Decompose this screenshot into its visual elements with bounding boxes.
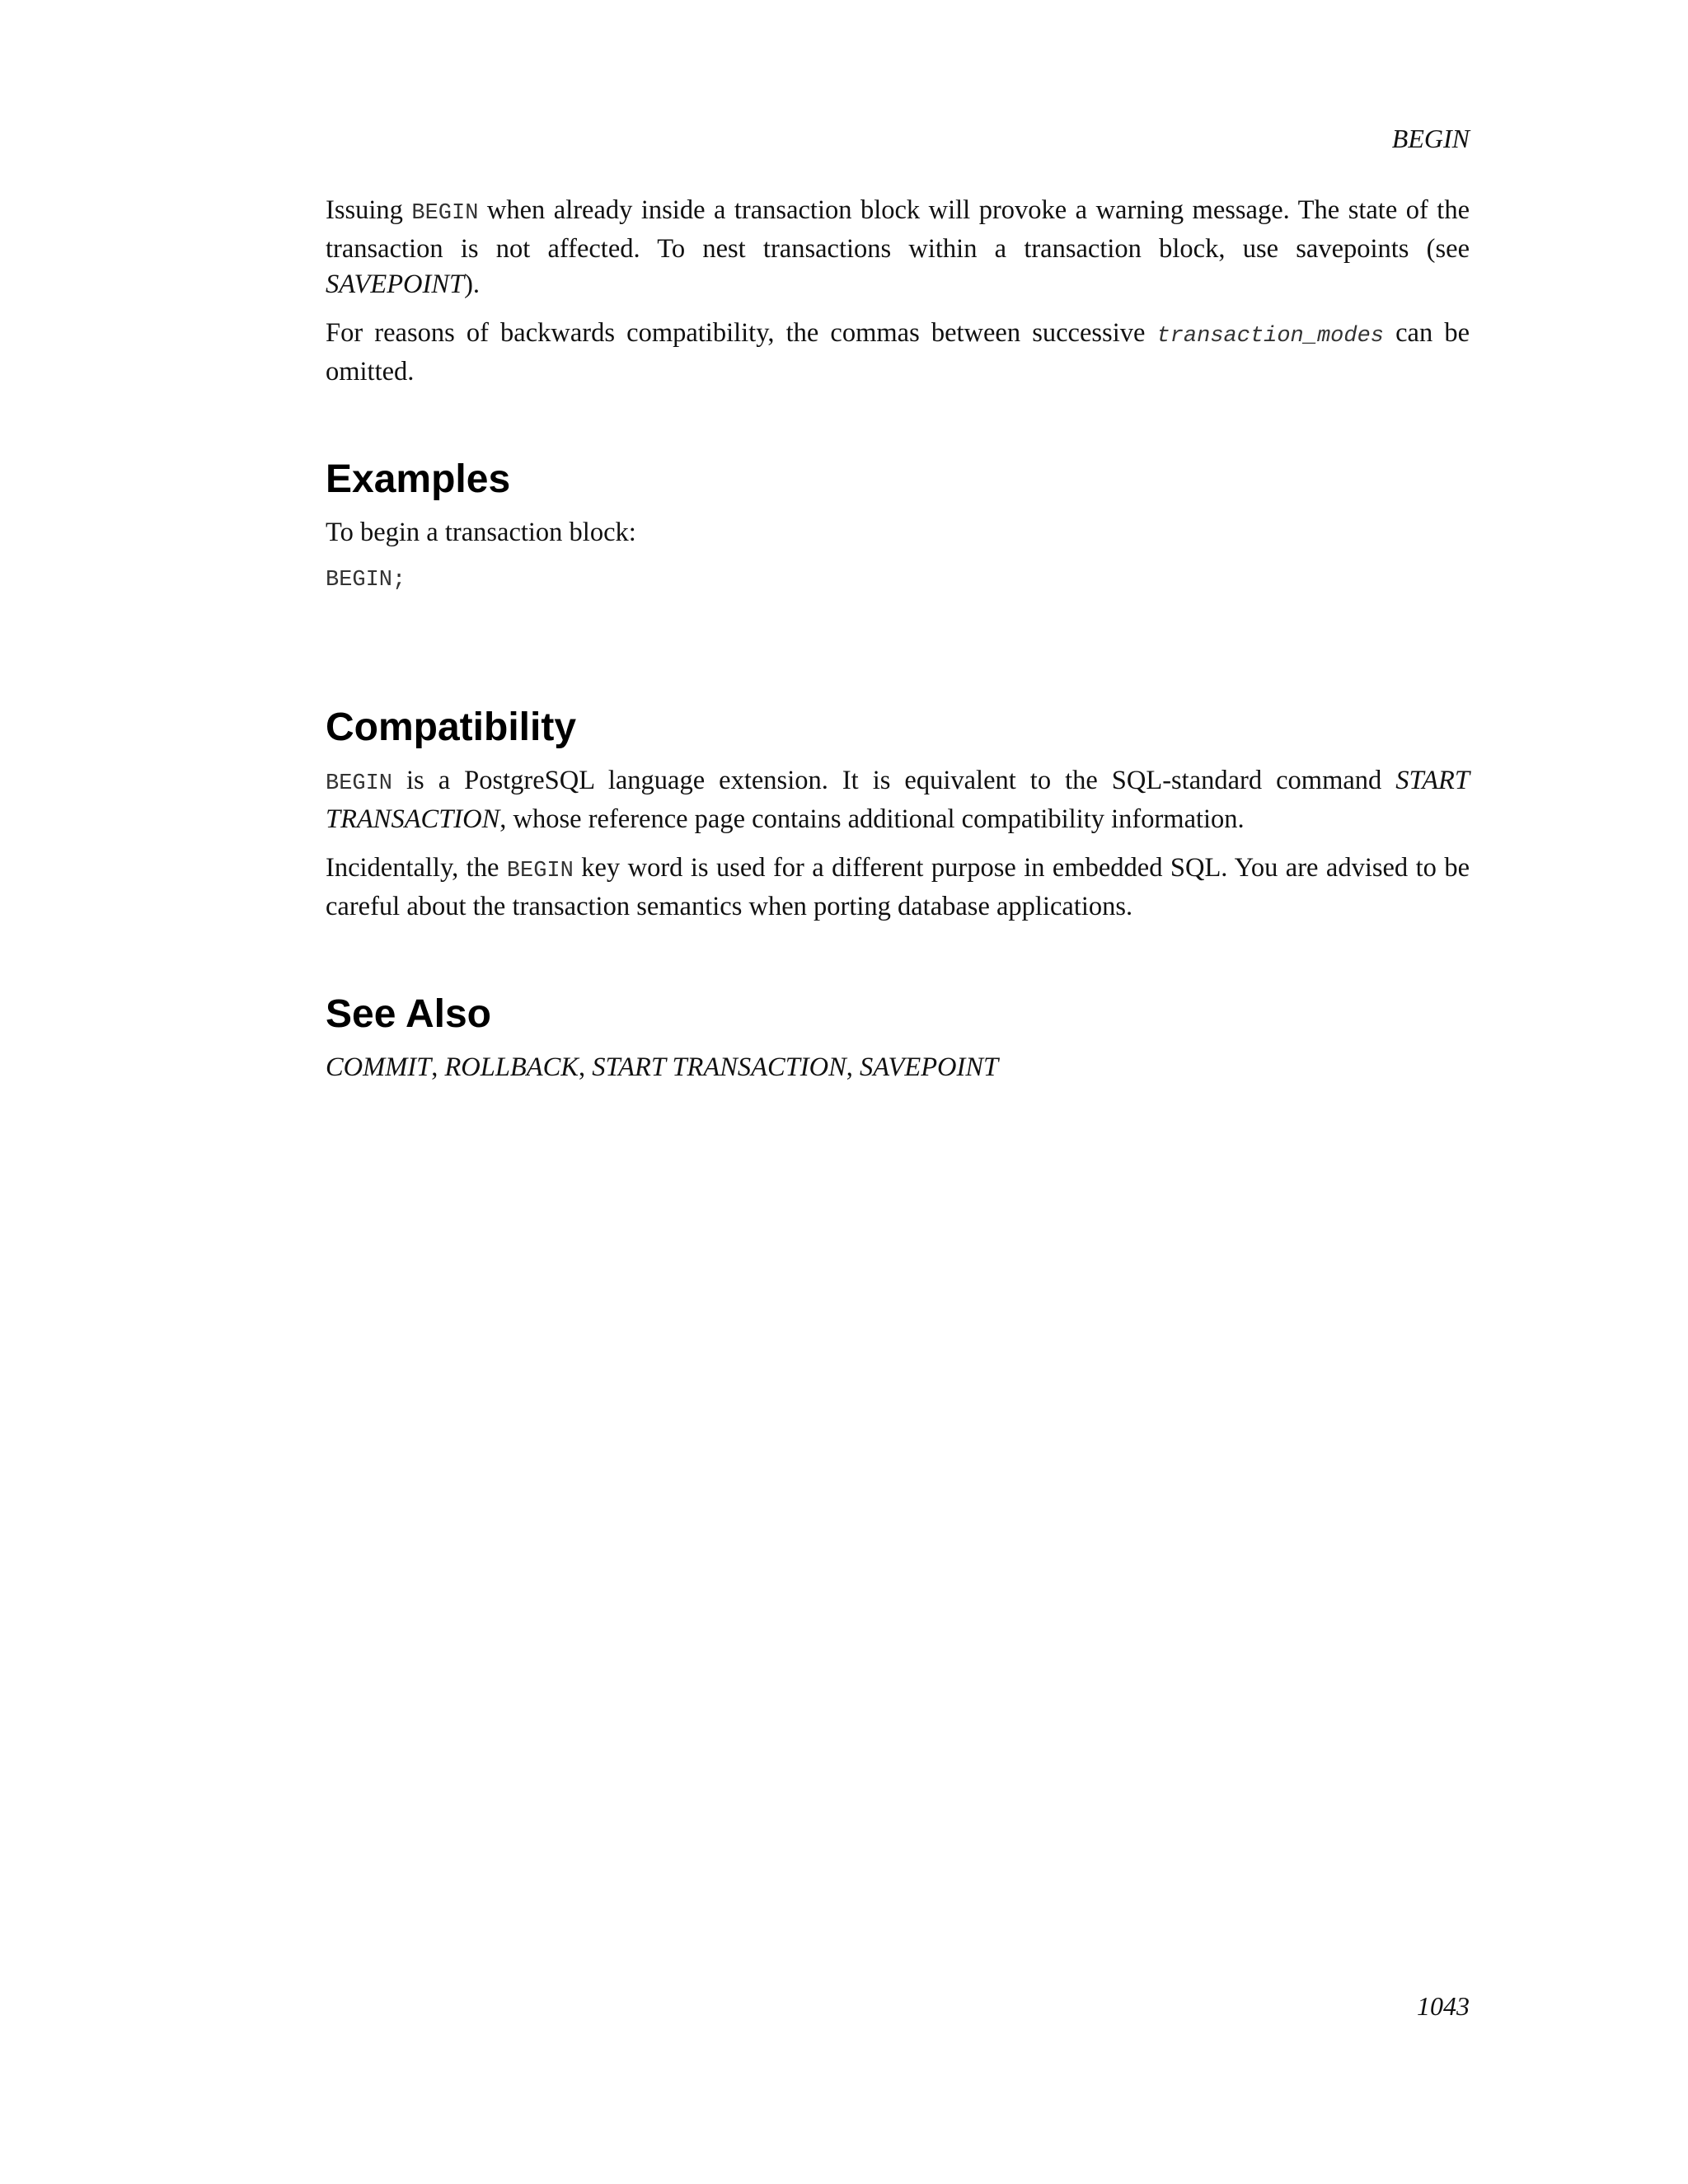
page-content [326,193,1470,1099]
see-also-heading: See Also [326,992,491,1036]
text: key word is used for a different purpose in embedded SQL. You are advised to be careful about the transaction semantics when porting database applications. [326,853,1470,921]
compatibility-paragraph-2 [326,851,1470,925]
intro-paragraph-1 [326,193,1470,302]
inline-code: BEGIN [326,771,393,796]
separator: , [846,1052,860,1082]
examples-heading: Examples [326,457,511,501]
text: when already inside a transaction block will provoke a warning message. The state of the transaction is not affected. To nest transactions within a transaction block, use savepoints (see [326,195,1470,264]
document-page [326,0,1470,2184]
replaceable-code: transaction_modes [1156,324,1384,349]
text: Incidentally, the [326,853,507,883]
start-transaction-link[interactable]: START TRANSACTION [326,766,1470,834]
text: is a PostgreSQL language extension. It is equivalent to the SQL-standard command [392,766,1396,795]
savepoint-link[interactable]: SAVEPOINT [326,269,465,299]
see-also-links [326,1050,1470,1085]
commit-link[interactable]: COMMIT [326,1052,432,1082]
start-transaction-link[interactable]: START TRANSACTION [592,1052,846,1082]
compatibility-heading: Compatibility [326,705,577,749]
inline-code: BEGIN [506,859,574,883]
text: Issuing [326,195,412,225]
page-number: 1043 [1417,1991,1470,2021]
example-code-block: BEGIN; [326,568,406,593]
rollback-link[interactable]: ROLLBACK [444,1052,579,1082]
separator: , [579,1052,593,1082]
compatibility-paragraph-1 [326,763,1470,837]
text: , whose reference page contains additional compatibility information. [499,804,1245,834]
running-header: BEGIN [1391,124,1470,153]
savepoint-link[interactable]: SAVEPOINT [860,1052,999,1082]
separator: , [431,1052,445,1082]
text: can be omitted. [326,318,1470,387]
inline-code: BEGIN [411,201,479,226]
examples-paragraph: To begin a transaction block: [326,518,636,547]
text: For reasons of backwards compatibility, the commas between successive [326,318,1157,348]
intro-paragraph-2 [326,316,1470,390]
text: ). [464,269,481,299]
